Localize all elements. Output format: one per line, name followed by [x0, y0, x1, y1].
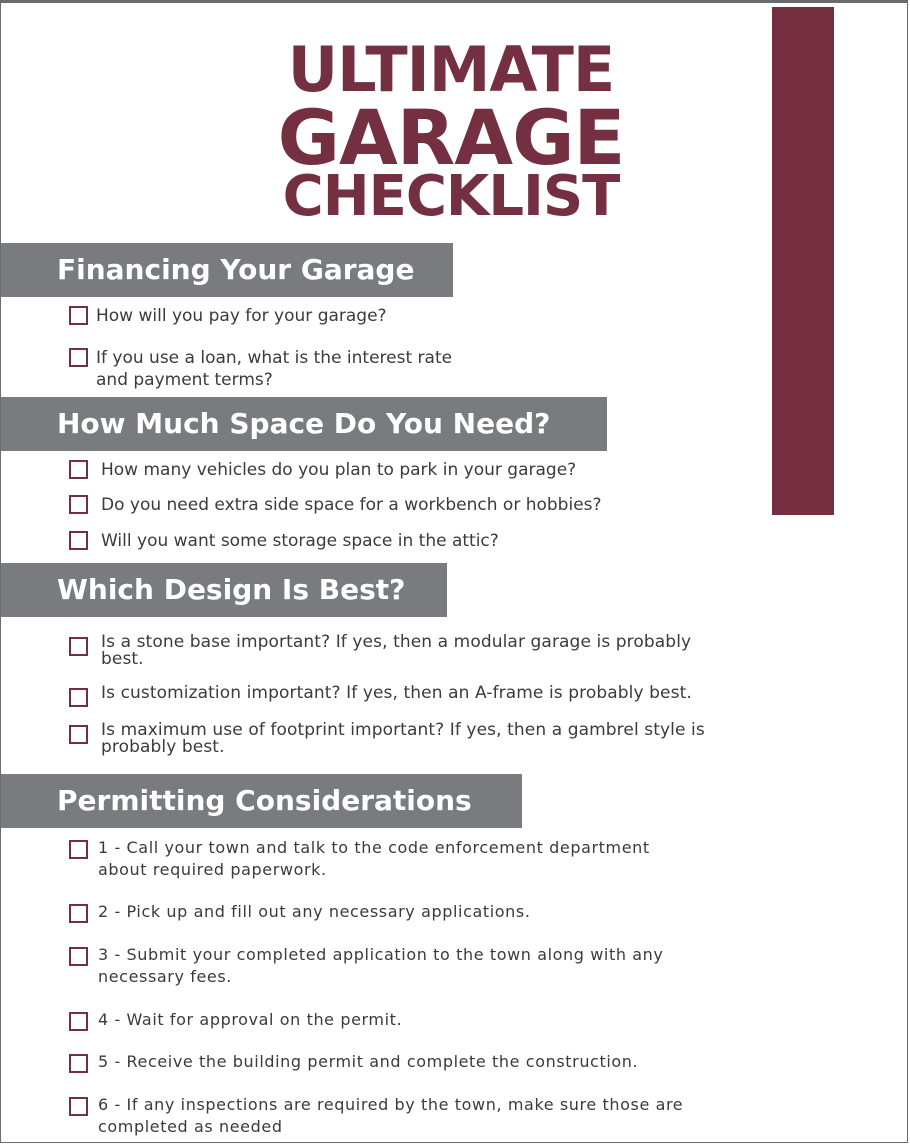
- checklist-item: [69, 530, 499, 552]
- checklist-item: [69, 494, 602, 516]
- item-text: Is a stone base important? If yes, then a modular garage is probably best.: [101, 632, 692, 669]
- accent-bar: [772, 7, 834, 515]
- item-text: Is maximum use of footprint important? If yes, then a gambrel style is probably best.: [101, 720, 705, 757]
- item-text: How will you pay for your garage?: [96, 306, 387, 326]
- checklist-item: [69, 459, 576, 481]
- item-text: Do you need extra side space for a workbench or hobbies?: [101, 495, 602, 515]
- item-text: 1 - Call your town and talk to the code enforcement department about required paperwork.: [98, 838, 650, 879]
- checkbox[interactable]: [69, 495, 88, 514]
- item-text: 2 - Pick up and fill out any necessary applications.: [98, 902, 531, 921]
- checklist-item: [69, 305, 387, 327]
- checkbox[interactable]: [69, 1012, 88, 1031]
- checklist-item: [69, 634, 691, 668]
- title-line-3: CHECKLIST: [282, 164, 620, 229]
- checklist-item: [69, 944, 664, 988]
- checklist-item: [69, 1009, 402, 1031]
- checklist-item: [69, 837, 650, 881]
- checkbox[interactable]: [69, 306, 88, 325]
- checklist-item: [69, 1094, 683, 1138]
- item-text: Will you want some storage space in the attic?: [101, 531, 499, 551]
- checkbox[interactable]: [69, 840, 88, 859]
- section-header-space: How Much Space Do You Need?: [1, 397, 607, 451]
- checkbox[interactable]: [69, 348, 88, 367]
- title-line-1: ULTIMATE: [287, 33, 615, 106]
- item-text: 5 - Receive the building permit and complete the construction.: [98, 1052, 639, 1071]
- section-header-design: Which Design Is Best?: [1, 563, 447, 617]
- checkbox[interactable]: [69, 460, 88, 479]
- checkbox[interactable]: [69, 725, 88, 744]
- checkbox[interactable]: [69, 1054, 88, 1073]
- item-text: 6 - If any inspections are required by the town, make sure those are completed as needed: [98, 1095, 684, 1136]
- checklist-item: [69, 722, 705, 756]
- title-line-2: GARAGE: [277, 93, 625, 182]
- checklist-item: [69, 685, 692, 707]
- checklist-item: [69, 347, 452, 391]
- item-text: 3 - Submit your completed application to the town along with any necessary fees.: [98, 945, 664, 986]
- checkbox[interactable]: [69, 688, 88, 707]
- checkbox[interactable]: [69, 904, 88, 923]
- item-text: Is customization important? If yes, then an A-frame is probably best.: [101, 683, 692, 703]
- item-text: If you use a loan, what is the interest rate and payment terms?: [96, 348, 453, 390]
- checkbox[interactable]: [69, 531, 88, 550]
- checklist-item: [69, 1051, 638, 1073]
- section-header-permitting: Permitting Considerations: [1, 774, 522, 828]
- item-text: How many vehicles do you plan to park in your garage?: [101, 460, 577, 480]
- checkbox[interactable]: [69, 947, 88, 966]
- checklist-item: [69, 901, 531, 923]
- item-text: 4 - Wait for approval on the permit.: [98, 1010, 403, 1029]
- checkbox[interactable]: [69, 1097, 88, 1116]
- checkbox[interactable]: [69, 637, 88, 656]
- section-header-financing: Financing Your Garage: [1, 243, 453, 297]
